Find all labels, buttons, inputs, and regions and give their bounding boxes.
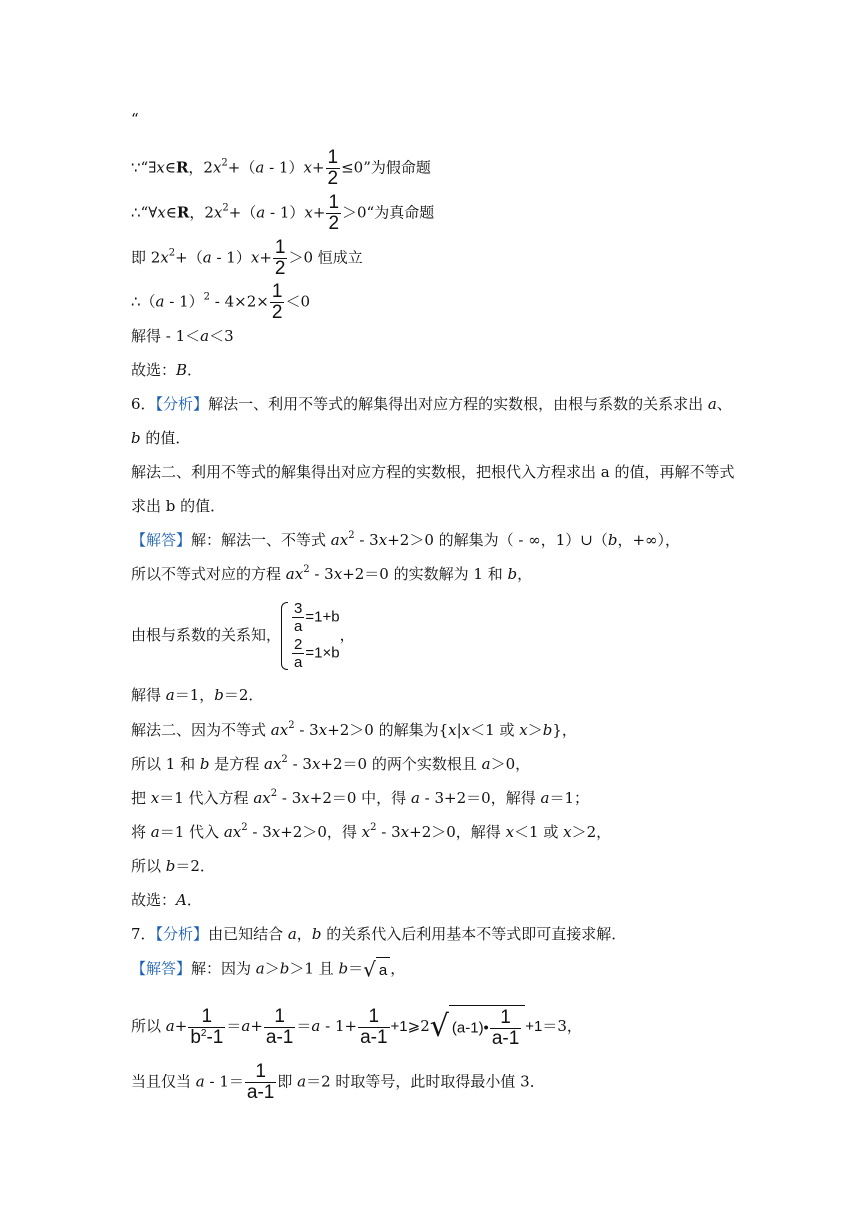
text-line: 所以 1 和 b 是方程 $ax^2 - 3x+2=0$ 的两个实数根且 a＞0， (131, 754, 531, 773)
text-line: 所以 a+ $\frac{1}{b^2-1}$ ＝a+ $\frac{1}{a-1}$ ＝a - 1+ $\frac{1}{a-1}$ +1⩾2√ (a-1)• $\frac{1}{a-1}$ +1＝3， (131, 1005, 582, 1049)
text-line: 即 $2x^2+(a - 1)x+$ $\frac{1}{2}$ ＞0 恒成立 (131, 237, 363, 279)
text-line: 所以不等式对应的方程 $ax^2 - 3x+2=0$ 的实数解为 1 和 b， (131, 564, 533, 583)
text-line: 解得 a＝1，b＝2． (131, 686, 264, 704)
text-line: 解法二、因为不等式 $ax^2 - 3x+2>0$ 的解集为{x|x＜1 或 x＞b}， (131, 720, 577, 739)
text-line: “ (131, 110, 139, 128)
text-line: 当且仅当 a - 1＝ $\frac{1}{a-1}$ 即 a＝2 时取等号，此时取得最小值 3． (131, 1061, 545, 1103)
fraction: $\frac{1}{a-1}$ (265, 1005, 294, 1048)
text-line: 由根与系数的关系知， $\frac{3}{a}$ =1+b $\frac{2}{a}$ =1×b ， (131, 600, 355, 671)
equation-system: $\frac{3}{a}$ =1+b $\frac{2}{a}$ =1×b (281, 600, 340, 672)
text-line: 故选：B． (131, 361, 203, 379)
text-line: 解法二、利用不等式的解集得出对应方程的实数根，把根代入方程求出 a 的值，再解不等式 (131, 463, 735, 481)
analysis-tag: 【分析】 (155, 925, 209, 943)
text-line: 将 a＝1 代入 $ax^2 - 3x+2>0$，得 $x^2 - 3x+2>0$，解得 x＜1 或 x＞2， (131, 822, 612, 841)
text-line: ∴“∀x∈R，$2x^2+(a - 1)x+$ $\frac{1}{2}$ ＞0“为真命题 (131, 192, 435, 234)
fraction: $\frac{1}{2}$ (274, 237, 286, 279)
fraction: $\frac{1}{2}$ (271, 281, 283, 323)
analysis-tag: 【分析】 (155, 395, 209, 413)
text-line: 把 x＝1 代入方程 $ax^2 - 3x+2=0$ 中，得 a - 3+2＝0，解得 a＝1； (131, 788, 589, 807)
solution-tag: 【解答】 (131, 531, 192, 549)
text-line: 解得 - 1＜a＜3 (131, 327, 234, 345)
fraction: $\frac{1}{a-1}$ (491, 1007, 520, 1049)
fraction: $\frac{1}{a-1}$ (360, 1005, 388, 1048)
text-line: b 的值． (131, 429, 191, 447)
solution-tag: 【解答】 (131, 959, 192, 978)
text-line: 所以 b＝2． (131, 857, 215, 875)
square-root: √ a (363, 957, 390, 982)
text-line: 求出 b 的值． (131, 497, 226, 515)
text-line: 【解答】解：解法一、不等式 $ax^2 - 3x+2>0$ 的解集为（ - ∞，1）∪（b，+∞）， (131, 530, 681, 549)
text-line: 7．【分析】由已知结合 a，b 的关系代入后利用基本不等式即可直接求解． (131, 925, 627, 943)
fraction: $\frac{2}{a}$ (294, 636, 303, 671)
text-line: 【解答】解：因为 a＞b＞1 且 b＝√ a ， (131, 957, 406, 982)
text-line: ∴（a - 1）$^2$ - 4×2× $\frac{1}{2}$ ＜0 (131, 281, 310, 323)
text-line: ∵“∃x∈R，$2x^2+(a - 1)x+$ $\frac{1}{2}$ ≤0”为假命题 (131, 147, 431, 189)
text-line: 6．【分析】解法一、利用不等式的解集得出对应方程的实数根，由根与系数的关系求出 a、 (131, 395, 732, 413)
fraction: $\frac{1}{2}$ (328, 192, 340, 234)
fraction: $\frac{1}{b^2-1}$ (190, 1005, 224, 1048)
fraction: $\frac{1}{a-1}$ (246, 1061, 275, 1103)
fraction: $\frac{3}{a}$ (294, 600, 303, 635)
fraction: $\frac{1}{2}$ (327, 147, 339, 189)
square-root: √ (a-1)• $\frac{1}{a-1}$ (430, 1005, 526, 1049)
text-line: 故选：A． (131, 891, 202, 909)
